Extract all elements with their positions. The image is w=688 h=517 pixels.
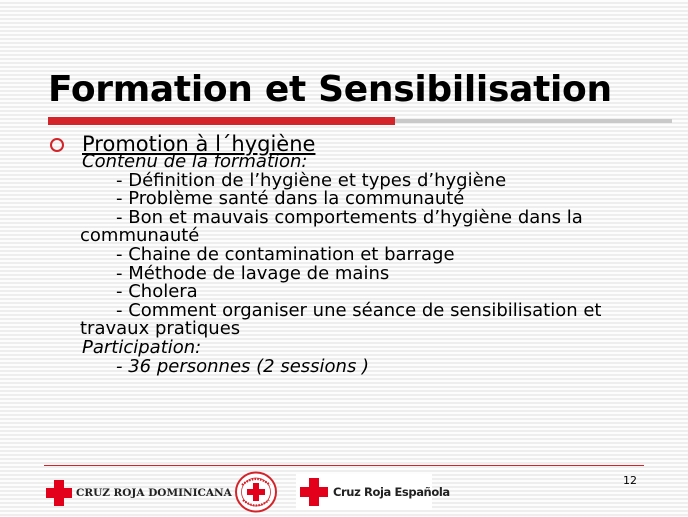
red-cross-seal-icon [234, 471, 278, 513]
logo-croix-rouge-haitienne [234, 471, 278, 513]
logo-text-espanola: Cruz Roja Española [333, 485, 450, 499]
page-number: 12 [623, 474, 637, 487]
red-cross-icon [46, 480, 72, 506]
participation-item: - 36 personnes (2 sessions ) [116, 355, 370, 377]
footer-divider [44, 465, 644, 466]
content-item-continuation: communauté [80, 225, 200, 247]
content-item: - Méthode de lavage de mains [116, 262, 390, 284]
content-item: - Bon et mauvais comportements d’hygiène dans la [116, 206, 583, 228]
red-cross-icon [300, 478, 328, 506]
title-underline-red [48, 117, 395, 125]
content-item-continuation: travaux pratiques [80, 318, 241, 340]
logo-cruz-roja-dominicana [46, 476, 232, 510]
bullet-heading: Promotion à l´hygiène [82, 132, 316, 156]
content-item: - Chaine de contamination et barrage [116, 243, 455, 265]
participation-subheading: Participation: [82, 336, 202, 358]
slide-title: Formation et Sensibilisation [48, 69, 612, 110]
bullet-circle-icon [50, 138, 64, 152]
body-text [0, 153, 688, 376]
logo-text-dominicana: CRUZ ROJA DOMINICANA [76, 487, 232, 499]
content-subheading: Contenu de la formation: [82, 151, 308, 172]
content-item: - Problème santé dans la communauté [116, 188, 465, 210]
content-item: - Définition de l’hygiène et types d’hygiène [116, 169, 507, 191]
logo-cruz-roja-espanola [296, 474, 450, 510]
content-item: - Cholera [116, 281, 198, 303]
content-item: - Comment organiser une séance de sensibilisation et [116, 299, 602, 321]
